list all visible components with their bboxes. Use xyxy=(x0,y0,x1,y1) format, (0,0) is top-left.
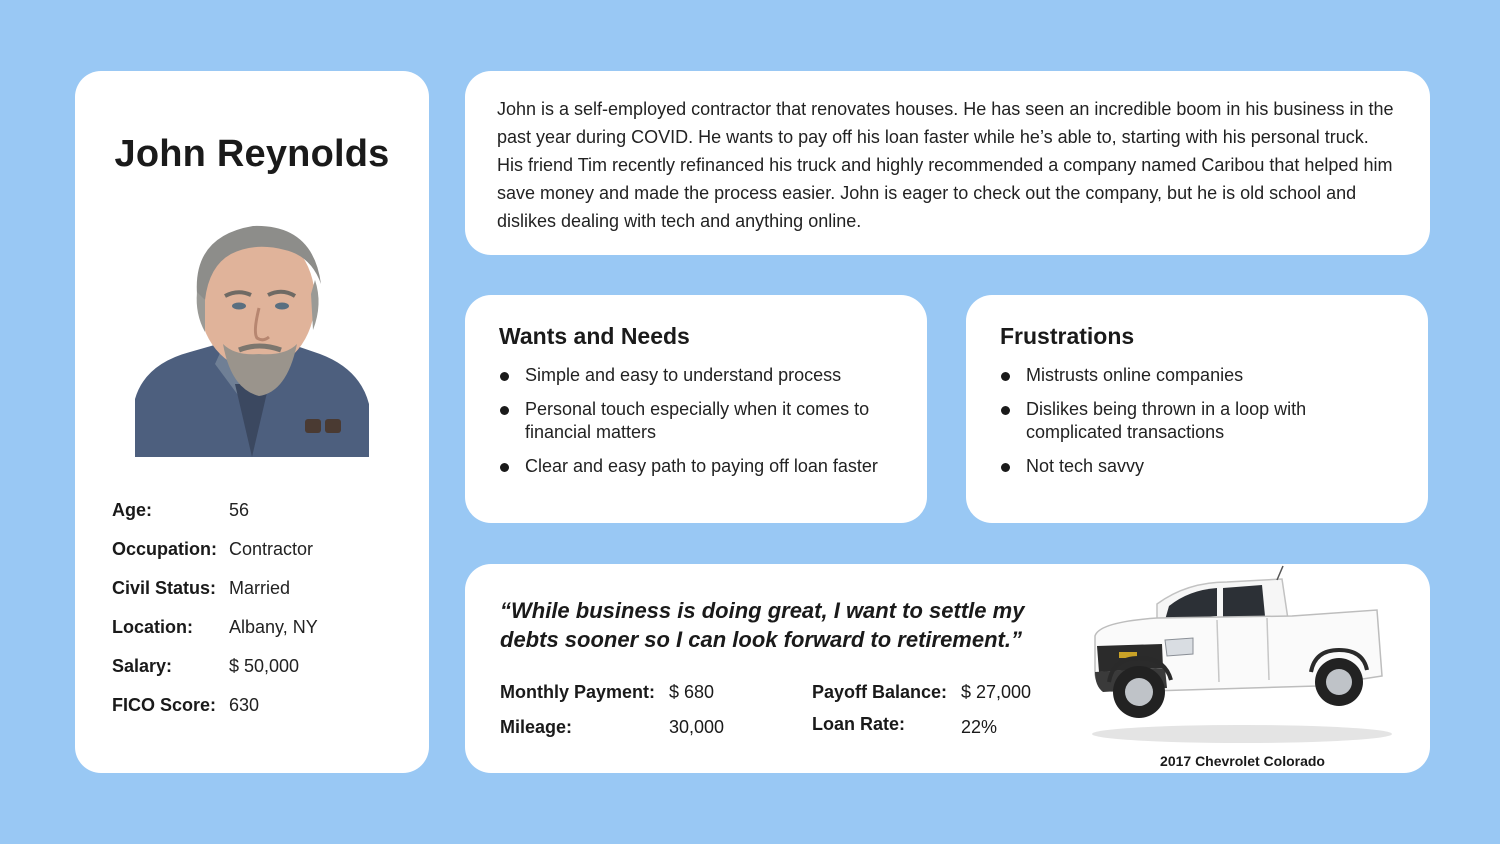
detail-value: 56 xyxy=(229,500,250,520)
detail-row-location xyxy=(112,608,318,647)
detail-value: 630 xyxy=(229,695,260,715)
payoff-balance-value: $ 27,000 xyxy=(961,682,1032,702)
persona-quote: “While business is doing great, I want to settle my debts sooner so I can look forward to retirement.” xyxy=(500,598,1025,652)
wants-needs-card xyxy=(465,295,927,523)
detail-label: Age: xyxy=(112,500,152,520)
detail-label: FICO Score: xyxy=(112,695,217,715)
list-item: Clear and easy path to paying off loan faster xyxy=(499,455,893,478)
list-item: Dislikes being thrown in a loop with complicated transactions xyxy=(1000,398,1394,444)
persona-details xyxy=(112,491,318,725)
monthly-payment-label: Monthly Payment: xyxy=(500,682,656,702)
detail-row-salary xyxy=(112,647,318,686)
frustrations-list xyxy=(1000,364,1394,478)
loan-rate-value: 22% xyxy=(961,717,998,737)
persona-name: John Reynolds xyxy=(114,133,390,175)
mileage-label: Mileage: xyxy=(500,717,573,737)
detail-row-occupation xyxy=(112,530,318,569)
detail-value: $ 50,000 xyxy=(229,656,300,676)
list-item: Simple and easy to understand process xyxy=(499,364,893,387)
detail-value: Albany, NY xyxy=(229,617,318,637)
truck-photo xyxy=(1077,564,1407,749)
truck-caption: 2017 Chevrolet Colorado xyxy=(1160,753,1325,769)
detail-value: Contractor xyxy=(229,539,314,559)
bio-text: John is a self-employed contractor that renovates houses. He has seen an incredible boom in his business in the past year during COVID. He wants to pay off his loan faster while he’s able to, starting with his personal truck. His friend Tim recently refinanced his truck and highly recommended a company named Caribou that helped him save money and made the process easier. John is eager to check out the company, but he is old school and dislikes dealing with tech and anything online. xyxy=(497,99,1394,231)
detail-value: Married xyxy=(229,578,291,598)
quote-loan-card xyxy=(465,564,1430,773)
frustrations-card xyxy=(966,295,1428,523)
wants-needs-title: Wants and Needs xyxy=(499,323,690,349)
profile-card xyxy=(75,71,429,773)
persona-photo xyxy=(135,214,369,457)
list-item: Mistrusts online companies xyxy=(1000,364,1394,387)
bio-card xyxy=(465,71,1430,255)
detail-row-civil-status xyxy=(112,569,318,608)
detail-row-fico-score xyxy=(112,686,318,725)
mileage-value: 30,000 xyxy=(669,717,725,737)
detail-label: Civil Status: xyxy=(112,578,217,598)
detail-label: Salary: xyxy=(112,656,173,676)
list-item: Personal touch especially when it comes to financial matters xyxy=(499,398,893,444)
wants-needs-list xyxy=(499,364,893,478)
payoff-balance-label: Payoff Balance: xyxy=(812,682,948,702)
detail-label: Occupation: xyxy=(112,539,218,559)
list-item: Not tech savvy xyxy=(1000,455,1394,478)
detail-row-age xyxy=(112,491,318,530)
loan-rate-label: Loan Rate: xyxy=(812,714,906,734)
monthly-payment-value: $ 680 xyxy=(669,682,715,702)
detail-label: Location: xyxy=(112,617,193,637)
frustrations-title: Frustrations xyxy=(1000,323,1135,349)
